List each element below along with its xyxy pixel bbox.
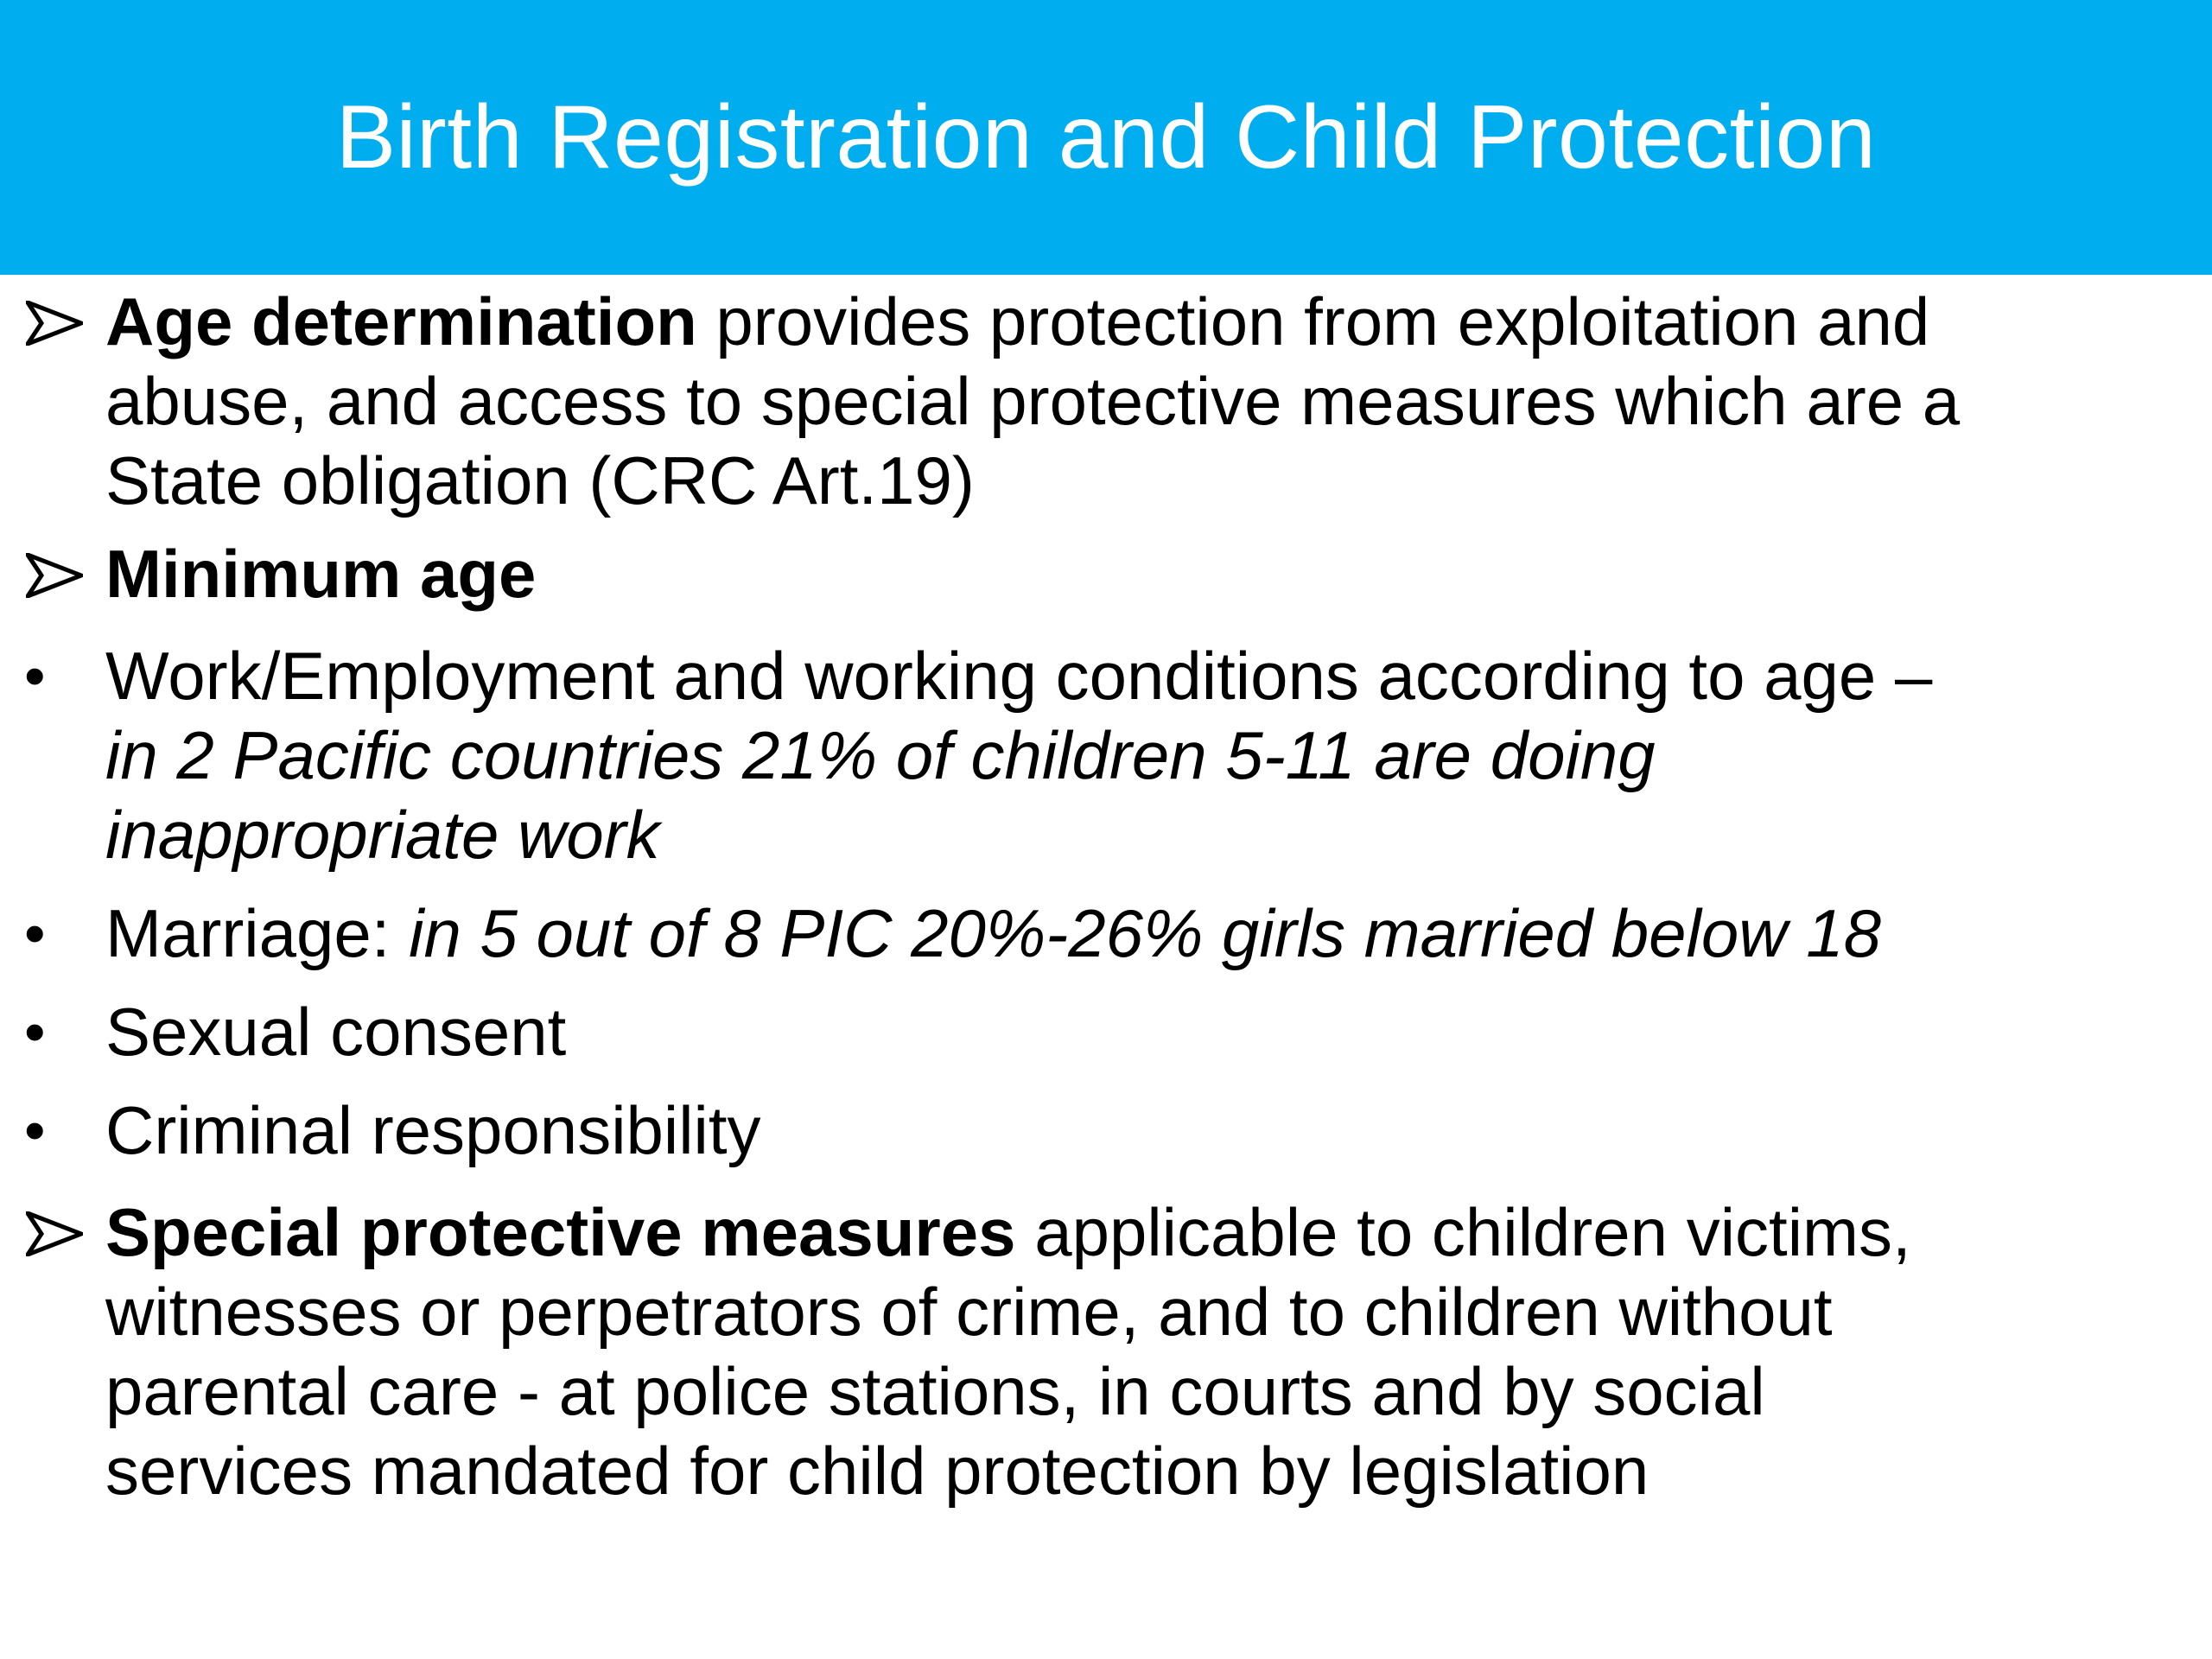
list-item-age-determination: [0, 282, 2212, 520]
list-item-line: [105, 282, 2195, 361]
arrow-bullet-icon: [26, 1211, 83, 1256]
list-item-sexual-consent: [0, 992, 2212, 1071]
list-item-line: Criminal responsibility: [105, 1092, 761, 1168]
list-item-line: parental care - at police stations, in courts and by social: [105, 1353, 1765, 1429]
line-text: provides protection from exploitation and: [696, 283, 1930, 359]
line-text: Marriage:: [105, 895, 410, 971]
italic-text: in 5 out of 8 PIC 20%-26% girls married below 18: [409, 895, 1881, 971]
bold-lead-text: Age determination: [105, 283, 697, 359]
arrow-bullet-icon: [26, 301, 83, 346]
slide-title: Birth Registration and Child Protection: [335, 87, 1877, 188]
list-item-special-protective-measures: [0, 1192, 2212, 1510]
list-item-line: [105, 715, 2195, 795]
line-text: applicable to children victims,: [1015, 1194, 1911, 1270]
list-item-line: [105, 534, 2195, 613]
slide-content: [0, 282, 2212, 1510]
list-item-line: abuse, and access to special protective measures which are a: [105, 363, 1961, 439]
list-item-line: Sexual consent: [105, 994, 567, 1070]
bullet-dot-icon: •: [24, 1096, 46, 1164]
bold-lead-text: Minimum age: [105, 536, 537, 612]
list-item-criminal-responsibility: [0, 1090, 2212, 1170]
list-item-line: [105, 1192, 2195, 1272]
list-item-minimum-age: [0, 534, 2212, 613]
italic-text: in 2 Pacific countries 21% of children 5-11 are doing: [105, 717, 1656, 793]
list-item-line: services mandated for child protection by legislation: [105, 1433, 1649, 1509]
bullet-dot-icon: •: [24, 899, 46, 967]
list-item-marriage: [0, 893, 2212, 973]
bullet-dot-icon: •: [24, 642, 46, 709]
list-item-line: State obligation (CRC Art.19): [105, 442, 975, 518]
bullet-dot-icon: •: [24, 998, 46, 1065]
list-item-line: [105, 893, 2195, 973]
arrow-bullet-icon: [26, 553, 83, 598]
list-item-line: witnesses or perpetrators of crime, and to children without: [105, 1274, 1833, 1350]
bold-lead-text: Special protective measures: [105, 1194, 1016, 1270]
list-item-work-employment: [0, 636, 2212, 874]
italic-text: inappropriate work: [105, 797, 660, 873]
list-item-line: Work/Employment and working conditions according to age –: [105, 638, 1933, 714]
list-item-line: [105, 795, 2195, 874]
